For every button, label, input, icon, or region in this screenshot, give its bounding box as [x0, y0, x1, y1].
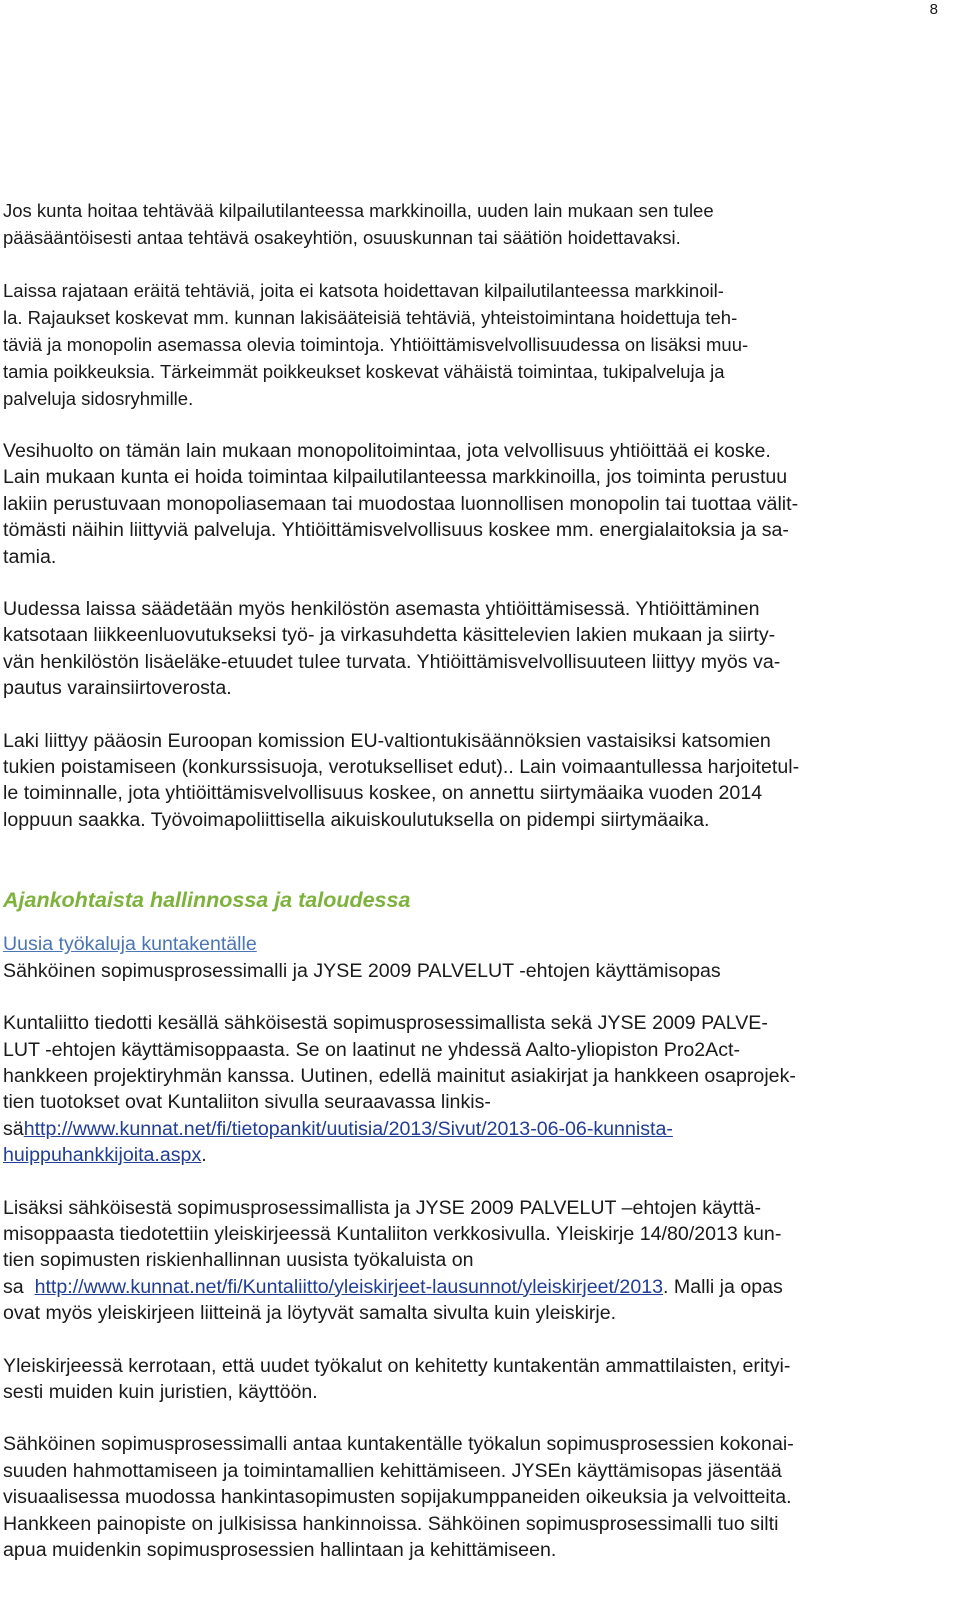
text-line: Lain mukaan kunta ei hoida toimintaa kilpailutilanteessa markkinoilla, jos toiminta perustuu	[3, 466, 788, 489]
text-line: loppuun saakka. Työvoimapoliittisella aikuiskoulutuksella on pidempi siirtymäaika.	[3, 808, 710, 831]
paragraph-valtiontuki	[3, 728, 938, 834]
text-line: apua muidenkin sopimusprosessien hallintaan ja kehittämiseen.	[3, 1539, 557, 1561]
text-fragment: . Malli ja opas	[663, 1275, 783, 1298]
paragraph-rajaukset	[3, 277, 938, 412]
text-line: Laki liittyy pääosin Euroopan komission EU-valtiontukisäännöksien vastaisiksi katsomien	[3, 729, 771, 752]
link-yleiskirjeet-2013[interactable]: http://www.kunnat.net/fi/Kuntaliitto/yleiskirjeet-lausunnot/yleiskirjeet/2013	[34, 1275, 664, 1298]
section-intro	[3, 931, 938, 984]
text-line: lakiin perustuvaan monopoliasemaan tai muodostaa luonnollisen monopolin tai tuottaa välit-	[3, 492, 799, 515]
text-line: hankkeen projektiryhmän kanssa. Uutinen, edellä mainitut asiakirjat ja hankkeen osaprojek-	[3, 1064, 796, 1087]
text-line: täviä ja monopolin asemassa olevia toimintoja. Yhtiöittämisvelvollisuudessa on lisäksi muu-	[3, 334, 749, 355]
paragraph-vesihuolto	[3, 438, 938, 570]
paragraph-sahkoinen-malli	[3, 1431, 938, 1563]
text-line	[3, 1274, 938, 1300]
text-line: pääsääntöisesti antaa tehtävä osakeyhtiön, osuuskunnan tai säätiön hoidettavaksi.	[3, 227, 681, 248]
paragraph-yleiskirjeessa	[3, 1353, 938, 1406]
text-line: Jos kunta hoitaa tehtävää kilpailutilanteessa markkinoilla, uuden lain mukaan sen tulee	[3, 200, 714, 221]
text-line: Laissa rajataan eräitä tehtäviä, joita ei katsota hoidettavan kilpailutilanteessa markkinoil-	[3, 280, 724, 301]
text-line: visuaalisessa muodossa hankintasopimusten sopijakumppaneiden oikeuksia ja velvoitteita.	[3, 1486, 792, 1509]
text-line: suuden hahmottamiseen ja toimintamallien kehittämiseen. JYSEn käyttämisopas jäsentää	[3, 1459, 782, 1482]
text-fragment: sa	[3, 1275, 35, 1298]
paragraph-kuntaliitto	[3, 1010, 938, 1168]
document-body	[3, 197, 938, 1563]
text-line: Yleiskirjeessä kerrotaan, että uudet työkalut on kehitetty kuntakentän ammattilaisten, erityi-	[3, 1354, 791, 1377]
text-line: pautus varainsiirtoverosta.	[3, 677, 232, 700]
text-line: tien sopimusten riskienhallinnan uusista työkaluista on	[3, 1249, 474, 1272]
link-kunnista-huippuhankkijoita-cont[interactable]: huippuhankkijoita.aspx	[3, 1144, 202, 1167]
text-line: Hankkeen painopiste on julkisissa hankinnoissa. Sähköinen sopimusprosessimalli tuo silti	[3, 1512, 779, 1535]
text-fragment: sä	[3, 1117, 24, 1140]
text-line: Uudessa laissa säädetään myös henkilöstön asemasta yhtiöittämisessä. Yhtiöittäminen	[3, 598, 760, 621]
text-line: ovat myös yleiskirjeen liitteinä ja löytyvät samalta sivulta kuin yleiskirje.	[3, 1302, 617, 1325]
text-line: tamia poikkeuksia. Tärkeimmät poikkeukset koskevat vähäistä toimintaa, tukipalveluja ja	[3, 361, 725, 382]
text-line: le toiminnalle, jota yhtiöittämisvelvollisuus koskee, on annettu siirtymäaika vuoden 2014	[3, 782, 763, 805]
text-line: katsotaan liikkeenluovutukseksi työ- ja virkasuhdetta käsittelevien lakien mukaan ja siirty-	[3, 624, 776, 647]
text-line: sesti muiden kuin juristien, käyttöön.	[3, 1380, 318, 1403]
text-line: vän henkilöstön lisäeläke-etuudet tulee turvata. Yhtiöittämisvelvollisuuteen liittyy myös va-	[3, 650, 781, 673]
section-subtitle: Sähköinen sopimusprosessimalli ja JYSE 2009 PALVELUT -ehtojen käyttämisopas	[3, 959, 721, 982]
paragraph-henkilosto	[3, 596, 938, 702]
text-line: tukien poistamiseen (konkurssisuoja, verotukselliset edut).. Lain voimaantullessa harjoitetul-	[3, 756, 800, 779]
section-heading: Ajankohtaista hallinnossa ja taloudessa	[3, 888, 411, 913]
text-line: la. Rajaukset koskevat mm. kunnan lakisääteisiä tehtäviä, yhteistoimintana hoidettuja teh-	[3, 307, 738, 328]
text-line: Lisäksi sähköisestä sopimusprosessimallista ja JYSE 2009 PALVELUT –ehtojen käyttä-	[3, 1196, 761, 1219]
page-number: 8	[929, 1, 938, 18]
text-line: tamia.	[3, 545, 57, 568]
text-fragment: .	[201, 1144, 207, 1167]
text-line: LUT -ehtojen käyttämisoppaasta. Se on laatinut ne yhdessä Aalto-yliopiston Pro2Act-	[3, 1038, 741, 1061]
text-line: tömästi näihin liittyviä palveluja. Yhtiöittämisvelvollisuus koskee mm. energialaitoksia ja sa-	[3, 519, 789, 542]
text-line	[3, 1116, 938, 1142]
text-line: Vesihuolto on tämän lain mukaan monopolitoimintaa, jota velvollisuus yhtiöittää ei koske.	[3, 440, 771, 462]
link-kunnista-huippuhankkijoita[interactable]: http://www.kunnat.net/fi/tietopankit/uutisia/2013/Sivut/2013-06-06-kunnista-	[23, 1117, 673, 1140]
text-line: Kuntaliitto tiedotti kesällä sähköisestä sopimusprosessimallista sekä JYSE 2009 PALVE-	[3, 1012, 768, 1035]
text-line	[3, 1142, 938, 1168]
text-line: misoppaasta tiedotettiin yleiskirjeessä Kuntaliiton verkkosivulla. Yleiskirje 14/80/2013 kun-	[3, 1222, 782, 1245]
paragraph-lisaksi	[3, 1195, 938, 1327]
paragraph-kilpailutilanne	[3, 197, 938, 251]
link-uusia-tyokaluja[interactable]: Uusia työkaluja kuntakentälle	[3, 933, 257, 956]
text-line: Sähköinen sopimusprosessimalli antaa kuntakentälle työkalun sopimusprosessien kokonai-	[3, 1433, 794, 1456]
text-line: palveluja sidosryhmille.	[3, 388, 194, 409]
text-line: tien tuotokset ovat Kuntaliiton sivulla seuraavassa linkis-	[3, 1091, 491, 1114]
